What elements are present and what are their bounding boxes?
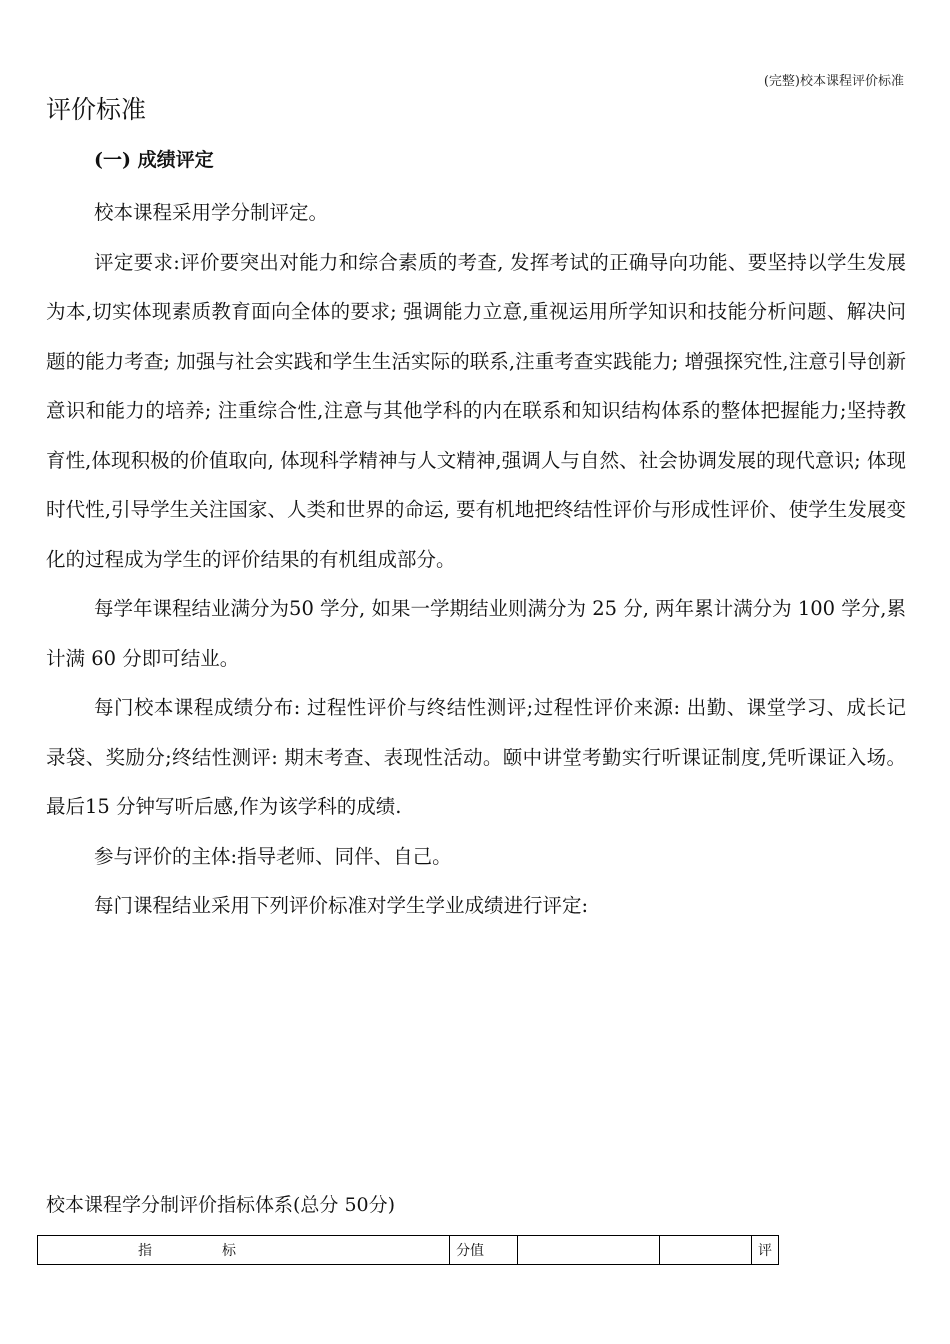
table-header-row [38,1236,779,1265]
paragraph-evaluators: 参与评价的主体:指导老师、同伴、自己。 [94,844,452,868]
document-title: 评价标准 [46,95,147,124]
body-text [46,188,906,931]
paragraph-standard-intro: 每门课程结业采用下列评价标准对学生学业成绩进行评定: [94,894,589,917]
header-cell-index: 指标 [38,1236,450,1265]
paragraph-credit-system: 校本课程采用学分制评定。 [94,201,329,224]
header-cell-blank-1 [518,1236,660,1265]
paragraph-requirements: 评定要求:评价要突出对能力和综合素质的考查, 发挥考试的正确导向功能、要坚持以学生发展为本,切实体现素质教育面向全体的要求; 强调能力立意,重视运用所学知识和技能分析问题、解决问题的能力考查; 加强与社会实践和学生生活实际的联系,注重考查实践能力; 增强探究性,注意引导创新意识和能力的培养; 注重综合性,注意与其他学科的内在联系和知识结构体系的整体把握能力;坚持教育性,体现积极的价值取向, 体现科学精神与人文精神,强调人与自然、社会协调发展的现代意识; 体现时代性,引导学生关注国家、人类和世界的命运, 要有机地把终结性评价与形成性评价、使学生发展变化的过程成为学生的评价结果的有机组成部分。 [46,250,906,571]
header-cell-evaluation: 评 [752,1236,779,1265]
running-header: (完整)校本课程评价标准 [763,74,904,89]
header-cell-blank-2 [659,1236,751,1265]
paragraph-credit-totals: 每学年课程结业满分为50 学分, 如果一学期结业则满分为 25 分, 两年累计满分为 100 学分,累计满 60 分即可结业。 [46,597,906,670]
table-caption: 校本课程学分制评价指标体系(总分 50分) [46,1194,396,1216]
evaluation-index-table [37,1235,779,1265]
paragraph-score-distribution: 每门校本课程成绩分布: 过程性评价与终结性测评;过程性评价来源: 出勤、课堂学习、成长记录袋、奖励分;终结性测评: 期末考查、表现性活动。颐中讲堂考勤实行听课证制度,凭听课证入场。最后15 分钟写听后感,作为该学科的成绩. [46,696,906,818]
section-heading: (一) 成绩评定 [94,149,214,171]
header-cell-score: 分值 [450,1236,518,1265]
